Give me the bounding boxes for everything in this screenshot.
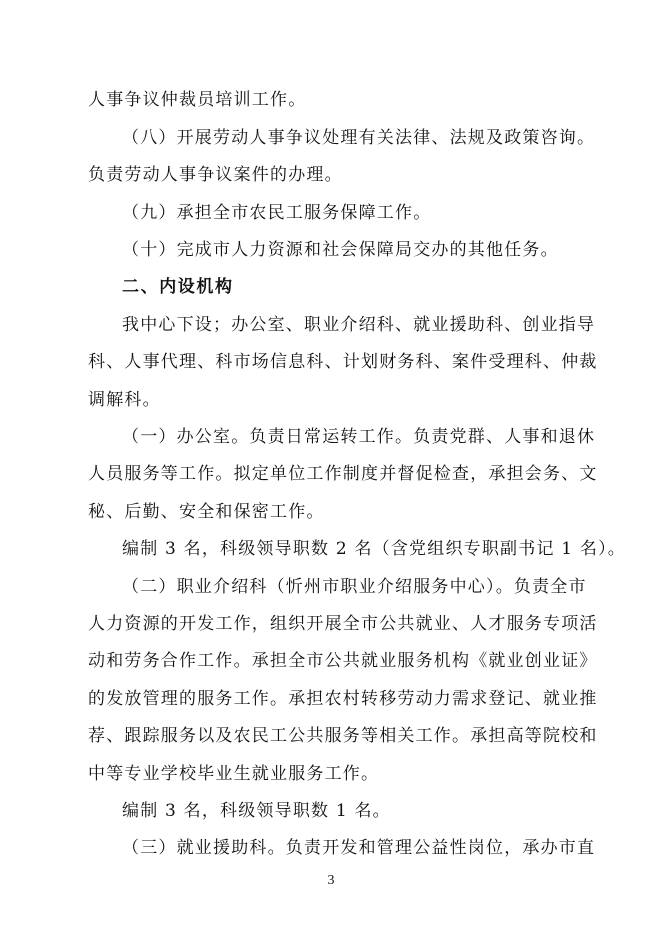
text-line: 人事争议仲裁员培训工作。 <box>88 90 307 110</box>
text-line: （三）就业援助科。负责开发和管理公益性岗位，承办市直 <box>122 838 596 858</box>
text-line: 我中心下设；办公室、职业介绍科、就业援助科、创业指导 <box>122 315 596 335</box>
text-line: 科、人事代理、科市场信息科、计划财务科、案件受理科、仲裁 <box>88 352 598 372</box>
page-number: 3 <box>327 873 335 888</box>
text-line: 动和劳务合作工作。承担全市公共就业服务机构《就业创业证》 <box>88 651 598 671</box>
text-line: 编制 3 名，科级领导职数 1 名。 <box>122 801 391 821</box>
text-line: 负责劳动人事争议案件的办理。 <box>88 165 343 185</box>
text-line: 人员服务等工作。拟定单位工作制度并督促检查，承担会务、文 <box>88 464 598 484</box>
text-line: 秘、后勤、安全和保密工作。 <box>88 502 325 522</box>
text-line: （一）办公室。负责日常运转工作。负责党群、人事和退休 <box>122 427 596 447</box>
text-line: （八）开展劳动人事争议处理有关法律、法规及政策咨询。 <box>122 128 596 148</box>
text-line: 人力资源的开发工作，组织开展全市公共就业、人才服务专项活 <box>88 614 598 634</box>
section-heading: 二、内设机构 <box>122 277 234 297</box>
text-line: （二）职业介绍科（忻州市职业介绍服务中心）。负责全市 <box>122 577 587 597</box>
text-line: 中等专业学校毕业生就业服务工作。 <box>88 764 380 784</box>
text-line: （九）承担全市农民工服务保障工作。 <box>122 203 432 223</box>
text-line: 的发放管理的服务工作。承担农村转移劳动力需求登记、就业推 <box>88 689 598 709</box>
text-line: 调解科。 <box>88 390 161 410</box>
text-line: （十）完成市人力资源和社会保障局交办的其他任务。 <box>122 240 559 260</box>
text-line: 编制 3 名，科级领导职数 2 名（含党组织专职副书记 1 名）。 <box>122 539 626 559</box>
text-line: 荐、跟踪服务以及农民工公共服务等相关工作。承担高等院校和 <box>88 726 598 746</box>
